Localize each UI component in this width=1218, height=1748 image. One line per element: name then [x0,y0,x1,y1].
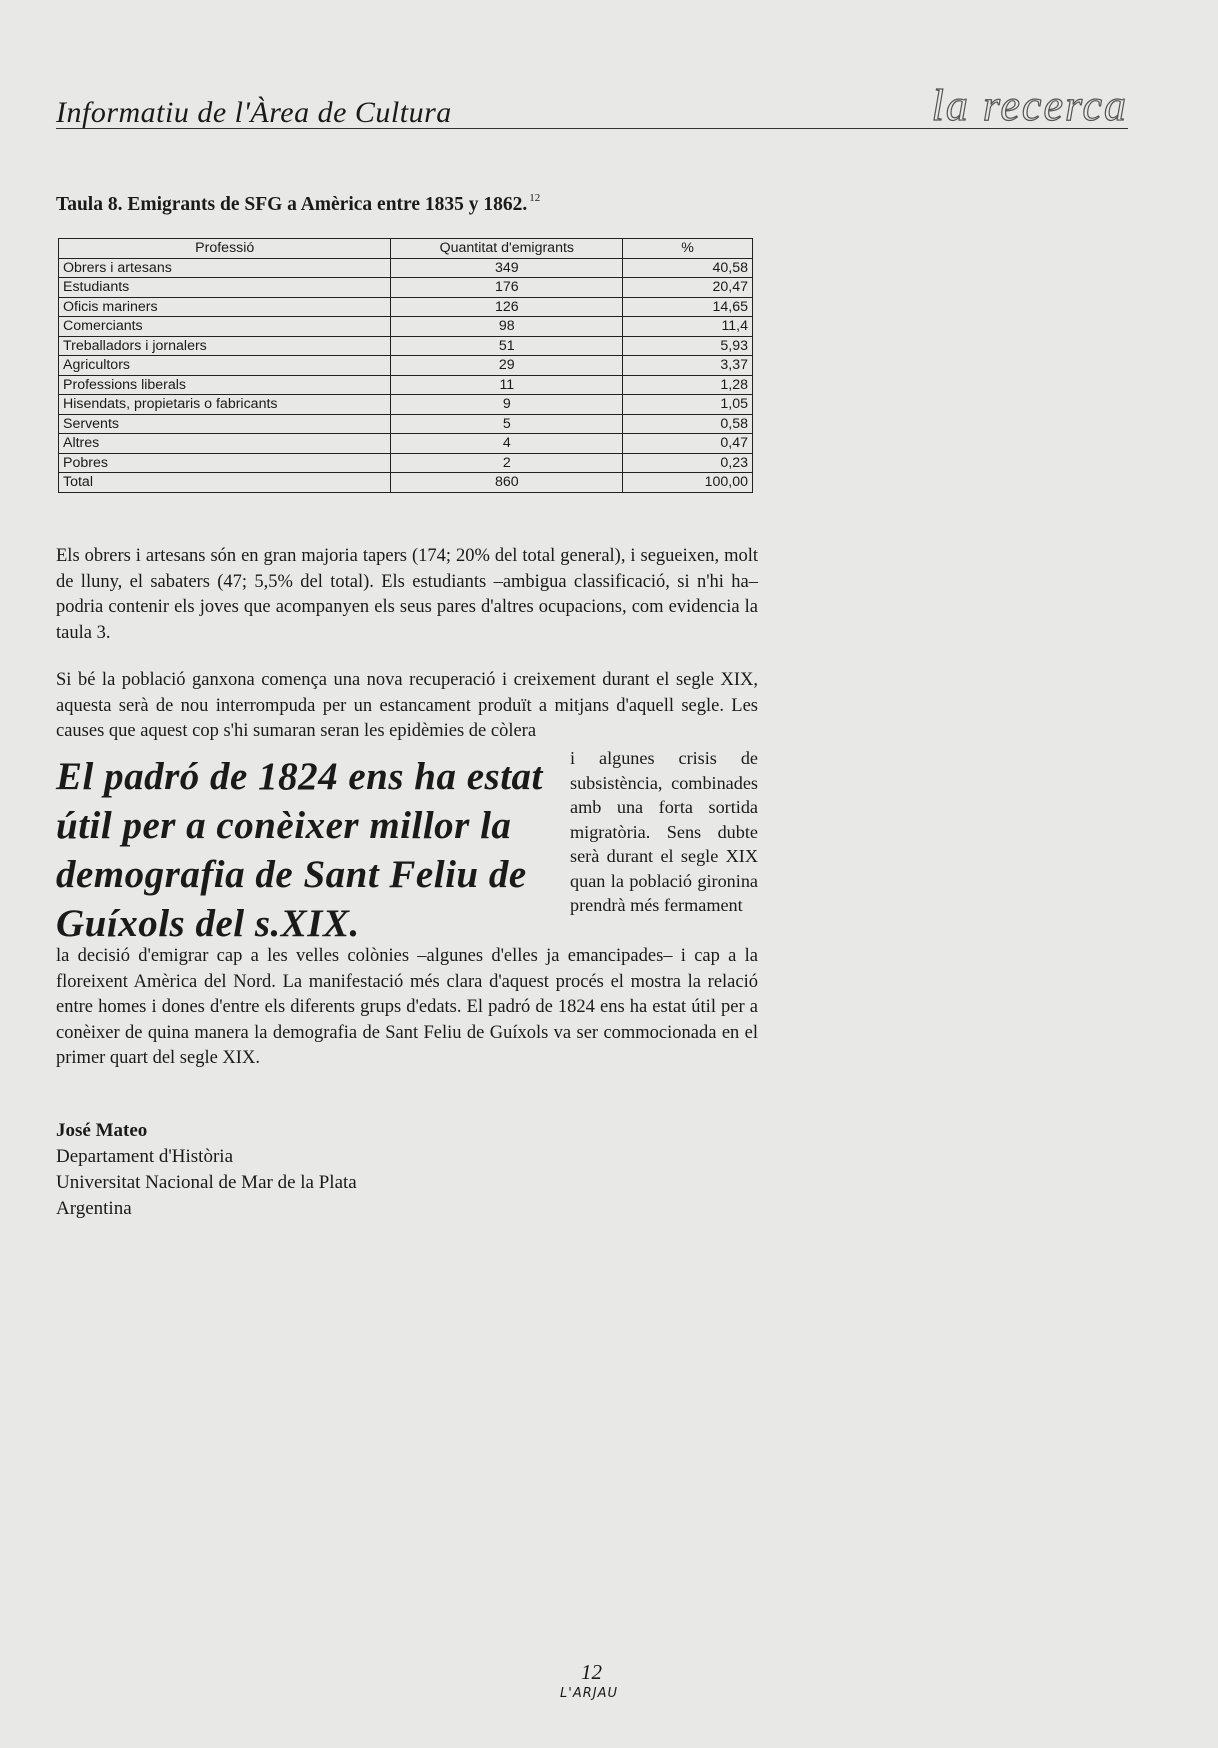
count-cell: 11 [391,375,623,395]
profession-cell: Total [59,473,391,493]
profession-cell: Altres [59,434,391,454]
table-total-row [59,473,753,493]
profession-cell: Hisendats, propietaris o fabricants [59,395,391,415]
footnote-ref: 12 [529,192,541,204]
percent-cell: 20,47 [623,278,753,298]
table-row [59,395,753,415]
author-block [56,1118,357,1222]
table-row [59,336,753,356]
percent-cell: 11,4 [623,317,753,337]
percent-cell: 5,93 [623,336,753,356]
table-row [59,297,753,317]
emigrants-table [58,238,753,493]
table-row [59,278,753,298]
profession-cell: Estudiants [59,278,391,298]
count-cell: 126 [391,297,623,317]
author-university: Universitat Nacional de Mar de la Plata [56,1172,357,1193]
count-cell: 9 [391,395,623,415]
section-title: la recerca [931,81,1128,130]
count-cell: 51 [391,336,623,356]
column-header: % [623,239,753,259]
column-header: Professió [59,239,391,259]
count-cell: 29 [391,356,623,376]
count-cell: 2 [391,453,623,473]
publication-title: Informatiu de l'Àrea de Cultura [56,96,452,129]
profession-cell: Professions liberals [59,375,391,395]
percent-cell: 100,00 [623,473,753,493]
percent-cell: 1,05 [623,395,753,415]
profession-cell: Treballadors i jornalers [59,336,391,356]
page-number: 12 [581,1660,602,1684]
table-row [59,317,753,337]
body-paragraph-2-narrow: i algunes crisis de subsistència, combinades amb una forta sortida migratòria. Sens dubte serà durant el segle XIX quan la població gironina prendrà més fermament [570,748,758,915]
table-caption [56,192,540,216]
header-divider [56,128,1128,129]
percent-cell: 40,58 [623,258,753,278]
magazine-name: L'ARJAU [560,1686,618,1701]
body-paragraph-1: Els obrers i artesans són en gran majoria tapers (174; 20% del total general), i segueixen, molt de lluny, el sabaters (47; 5,5% del total). Els estudiants –ambigua classificació, si n'hi ha– podria contenir els joves que acompanyen els seus pares d'altres ocupacions, com evidencia la taula 3. [56,546,758,643]
pull-quote: El padró de 1824 ens ha estat útil per a conèixer millor la demografia de Sant Feliu de Guíxols del s.XIX. [56,755,543,945]
profession-cell: Comerciants [59,317,391,337]
percent-cell: 0,58 [623,414,753,434]
percent-cell: 0,47 [623,434,753,454]
author-country: Argentina [56,1198,132,1219]
body-paragraph-2-start: Si bé la població ganxona comença una nova recuperació i creixement durant el segle XIX, aquesta serà de nou interrompuda per un estancament produït a mitjans d'aquell segle. Les causes que aquest cop s'hi sumaran seran les epidèmies de còlera [56,670,758,741]
percent-cell: 3,37 [623,356,753,376]
table-row [59,356,753,376]
percent-cell: 0,23 [623,453,753,473]
profession-cell: Oficis mariners [59,297,391,317]
profession-cell: Pobres [59,453,391,473]
percent-cell: 14,65 [623,297,753,317]
table-row [59,453,753,473]
body-paragraph-2-end: la decisió d'emigrar cap a les velles colònies –algunes d'elles ja emancipades– i cap a la floreixent Amèrica del Nord. La manifestació més clara d'aquest procés el mostra la relació entre homes i dones d'entre els diferents grups d'edats. El padró de 1824 ens ha estat útil per a conèixer de quina manera la demografia de Sant Feliu de Guíxols va ser commocionada en el primer quart del segle XIX. [56,946,758,1068]
profession-cell: Agricultors [59,356,391,376]
count-cell: 349 [391,258,623,278]
table-row [59,375,753,395]
count-cell: 98 [391,317,623,337]
table-header-row [59,239,753,259]
count-cell: 4 [391,434,623,454]
table-row [59,434,753,454]
author-name: José Mateo [56,1120,148,1141]
table-row [59,258,753,278]
profession-cell: Obrers i artesans [59,258,391,278]
caption-text: Taula 8. Emigrants de SFG a Amèrica entre 1835 y 1862. [56,194,528,215]
column-header: Quantitat d'emigrants [391,239,623,259]
percent-cell: 1,28 [623,375,753,395]
profession-cell: Servents [59,414,391,434]
count-cell: 860 [391,473,623,493]
count-cell: 5 [391,414,623,434]
table-row [59,414,753,434]
count-cell: 176 [391,278,623,298]
author-department: Departament d'Història [56,1146,234,1167]
